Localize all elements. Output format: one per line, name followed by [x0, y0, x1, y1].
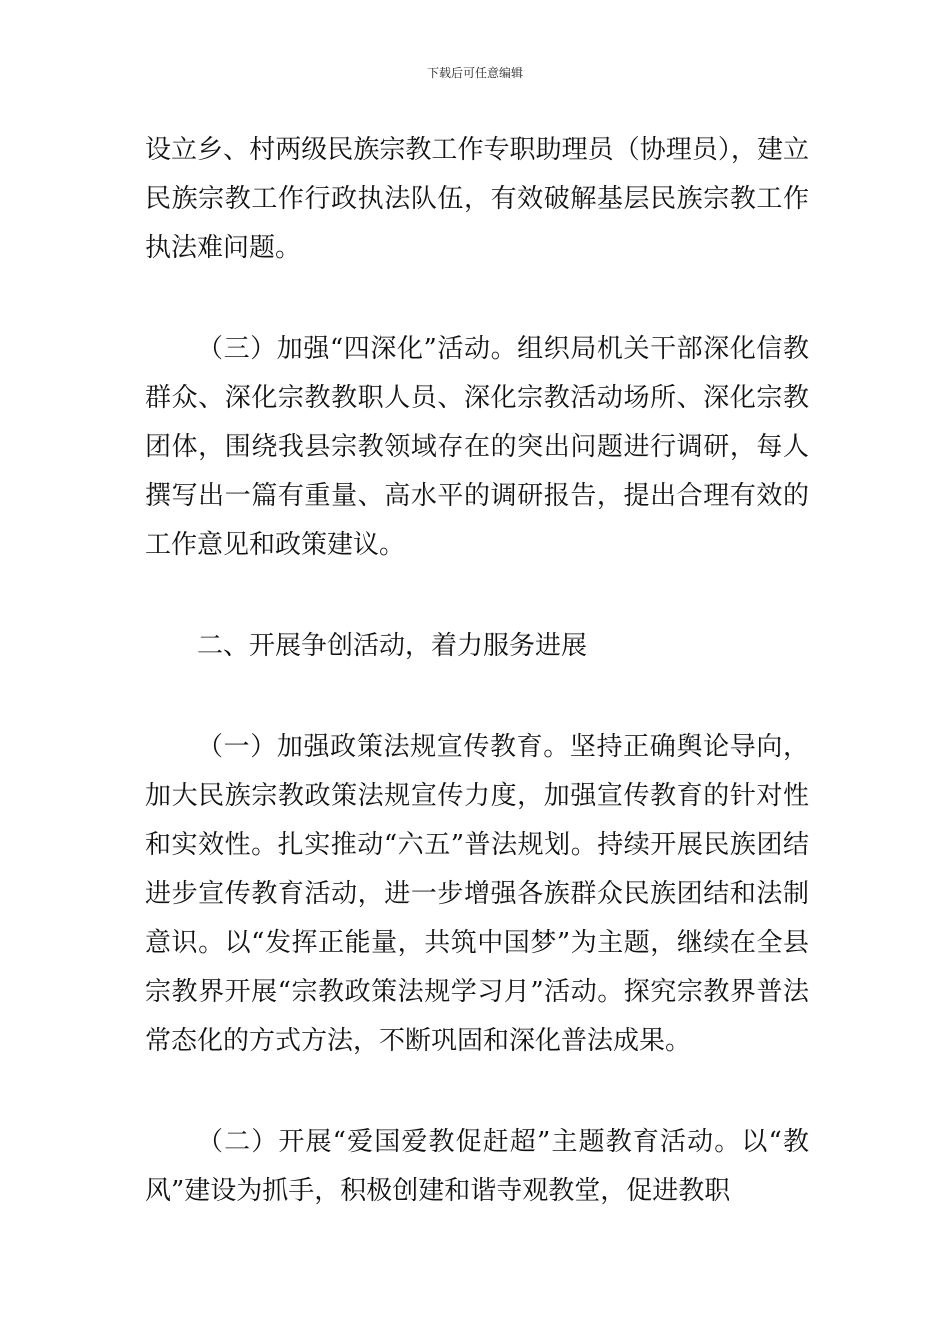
page-header-note: 下载后可任意编辑: [426, 66, 523, 80]
paragraph-section-3: （三）加强“四深化”活动。组织局机关干部深化信教群众、深化宗教教职人员、深化宗教活动场所、深化宗教团体，围绕我县宗教领域存在的突出问题进行调研，每人撰写出一篇有重量、高水平的调研报告，提出合理有效的工作意见和政策建议。: [145, 334, 809, 560]
section-heading-2: 二、开展争创活动，着力服务进展: [197, 631, 588, 661]
document-body: [145, 126, 809, 1216]
paragraph-subsection-2: （二）开展“爱国爱教促赶超”主题教育活动。以“教风”建设为抓手，积极创建和谐寺观教堂，促进教职: [145, 1127, 809, 1206]
paragraph-continued: 设立乡、村两级民族宗教工作专职助理员（协理员），建立民族宗教工作行政执法队伍，有效破解基层民族宗教工作执法难问题。: [145, 135, 809, 263]
paragraph-subsection-1: （一）加强政策法规宣传教育。坚持正确舆论导向，加大民族宗教政策法规宣传力度，加强宣传教育的针对性和实效性。扎实推动“六五”普法规划。持续开展民族团结进步宣传教育活动，进一步增强各族群众民族团结和法制意识。以“发挥正能量，共筑中国梦”为主题，继续在全县宗教界开展“宗教政策法规学习月”活动。探究宗教界普法常态化的方式方法，不断巩固和深化普法成果。: [145, 732, 809, 1056]
